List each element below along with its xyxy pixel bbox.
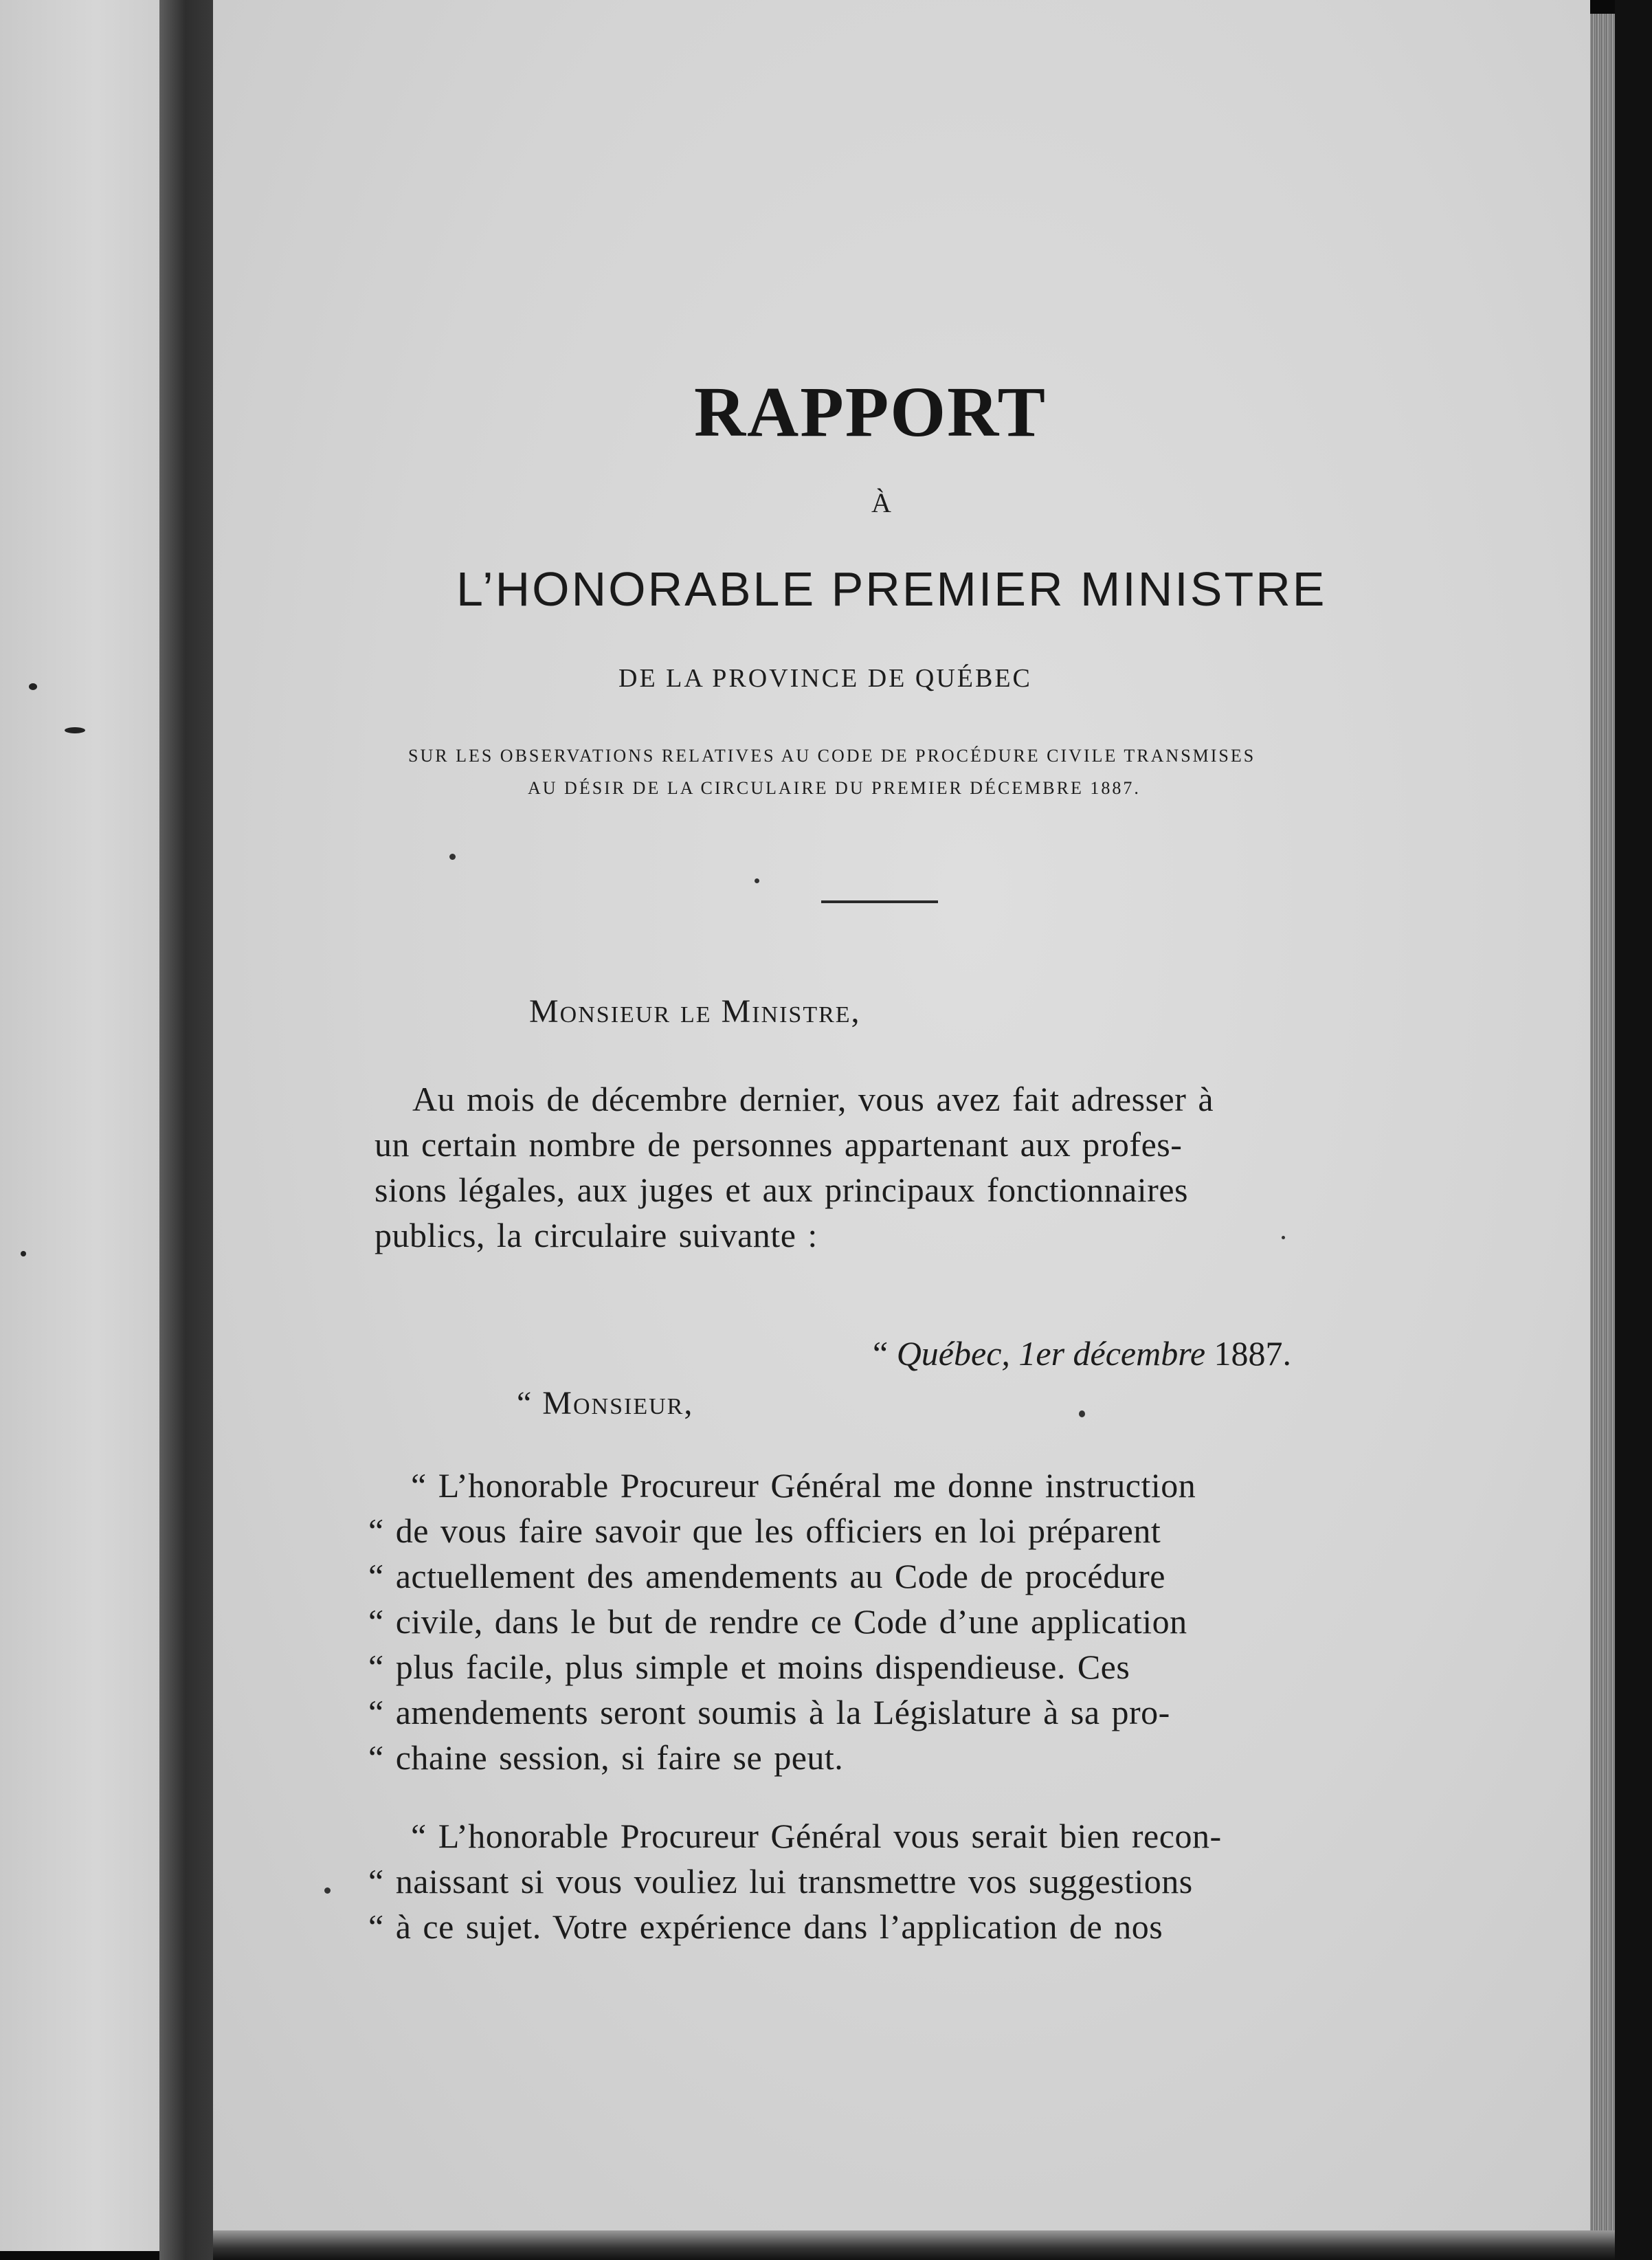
- bottom-shadow: [213, 2230, 1615, 2260]
- subtitle-line-2: AU DÉSIR DE LA CIRCULAIRE DU PREMIER DÉCEMBRE 1887.: [528, 778, 1141, 798]
- circular-greeting: “ Monsieur,: [517, 1385, 694, 1421]
- circular-line: “ plus facile, plus simple et moins dispendieuse. Ces: [368, 1648, 1130, 1686]
- ink-speck: [1079, 1410, 1085, 1417]
- intro-line: un certain nombre de personnes appartenant aux profes-: [375, 1125, 1183, 1164]
- province-heading: DE LA PROVINCE DE QUÉBEC: [618, 664, 1032, 693]
- section-divider: [821, 900, 938, 903]
- dateline-year: 1887.: [1205, 1334, 1292, 1373]
- circular-line: “ L’honorable Procureur Général me donne instruction: [411, 1466, 1196, 1505]
- ink-speck: [324, 1887, 331, 1894]
- circular-line: “ civile, dans le but de rendre ce Code d’une application: [368, 1602, 1187, 1641]
- subtitle-line-1: SUR LES OBSERVATIONS RELATIVES AU CODE DE PROCÉDURE CIVILE TRANSMISES: [408, 746, 1256, 766]
- dateline-place: Québec,: [896, 1334, 1010, 1373]
- connector-text: À: [871, 487, 893, 518]
- document-title: RAPPORT: [694, 373, 1047, 452]
- ink-speck: [21, 1251, 26, 1256]
- addressee-heading: L’HONORABLE PREMIER MINISTRE: [456, 562, 1327, 616]
- dateline-day: 1er décembre: [1009, 1334, 1206, 1373]
- circular-line: “ chaine session, si faire se peut.: [368, 1738, 844, 1777]
- main-page: [213, 0, 1590, 2242]
- circular-line: “ L’honorable Procureur Général vous serait bien recon-: [411, 1817, 1222, 1855]
- ink-speck: [29, 683, 37, 690]
- circular-line: “ amendements seront soumis à la Législature à sa pro-: [368, 1693, 1170, 1731]
- intro-line: sions légales, aux juges et aux principaux fonctionnaires: [375, 1171, 1188, 1209]
- circular-dateline: [873, 1336, 1291, 1371]
- ink-speck: [1282, 1236, 1285, 1239]
- dateline-quote: “: [873, 1334, 897, 1373]
- scan-border: [1615, 0, 1652, 2260]
- ink-speck: [65, 727, 85, 733]
- circular-line: “ naissant si vous vouliez lui transmettre vos suggestions: [368, 1862, 1193, 1901]
- intro-line: Au mois de décembre dernier, vous avez fait adresser à: [412, 1080, 1214, 1118]
- left-facing-page: [0, 0, 159, 2251]
- intro-line: publics, la circulaire suivante :: [375, 1216, 818, 1254]
- ink-speck: [755, 878, 759, 883]
- circular-line: “ de vous faire savoir que les officiers en loi préparent: [368, 1511, 1161, 1550]
- circular-line: “ à ce sujet. Votre expérience dans l’application de nos: [368, 1907, 1163, 1946]
- circular-line: “ actuellement des amendements au Code de procédure: [368, 1557, 1165, 1595]
- salutation: Monsieur le Ministre,: [529, 993, 861, 1030]
- page-edges: [1590, 14, 1615, 2242]
- ink-speck: [449, 854, 456, 860]
